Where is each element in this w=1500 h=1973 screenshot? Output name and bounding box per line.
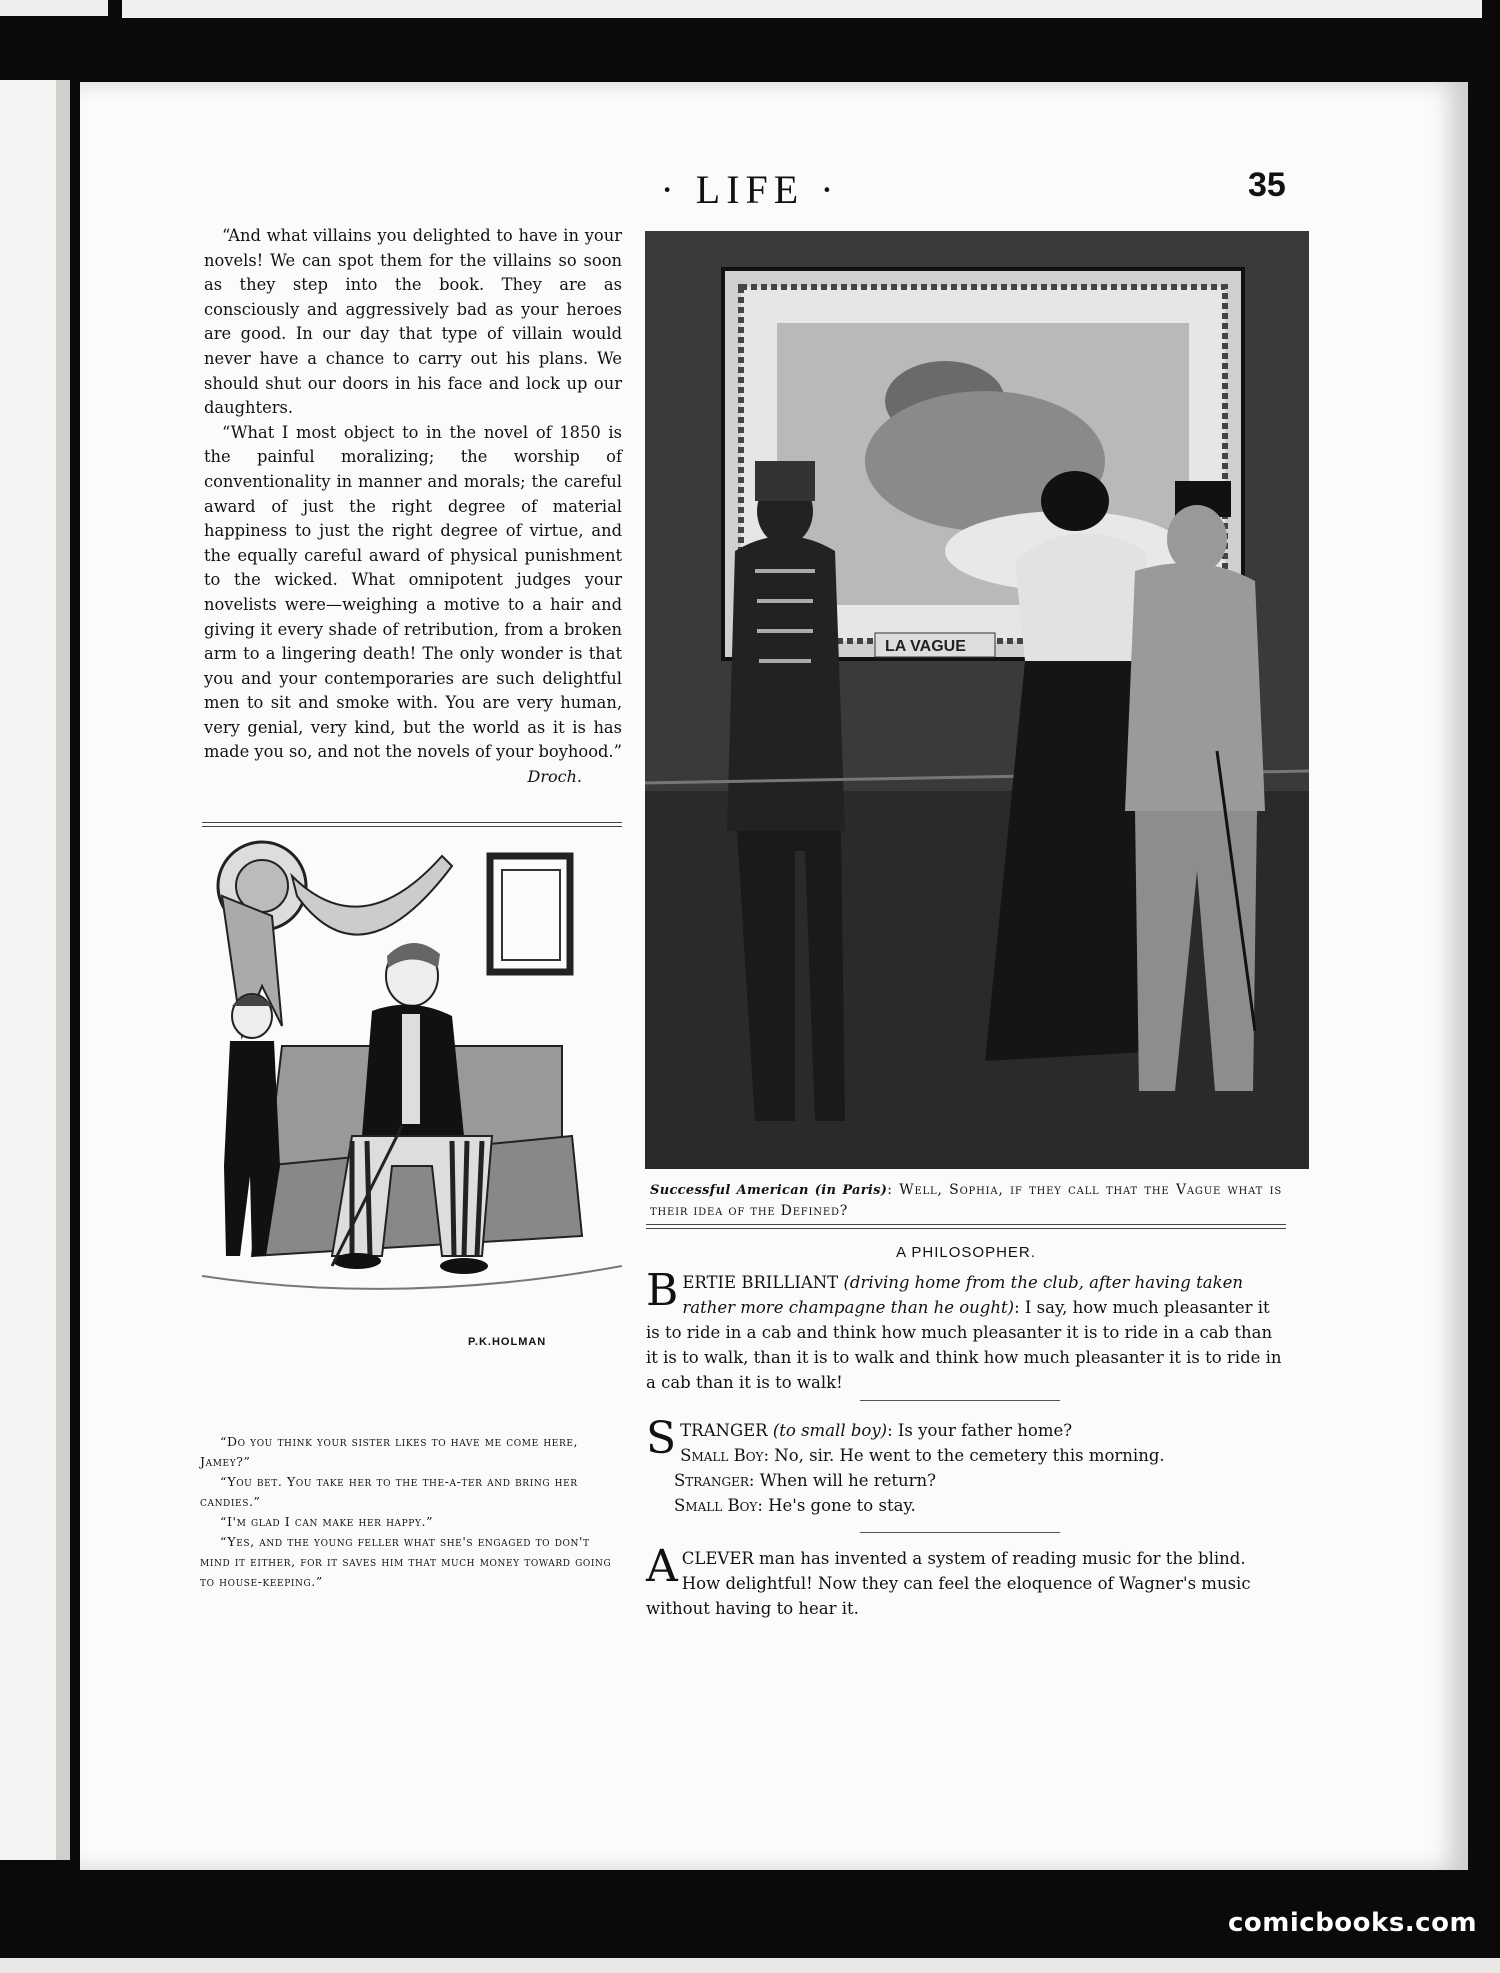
speaker-name: Small Boy xyxy=(680,1446,764,1465)
speaker-name: ERTIE BRILLIANT xyxy=(682,1273,839,1292)
speaker-name: TRANGER xyxy=(680,1421,768,1440)
caption-line: “I'm glad I can make her happy.” xyxy=(220,1514,434,1529)
cartoon-caption xyxy=(200,1432,620,1592)
top-strip xyxy=(0,0,1500,30)
short-divider xyxy=(860,1400,1060,1401)
dialogue-line: : Is your father home? xyxy=(887,1421,1073,1440)
cartoon-drawing xyxy=(202,836,622,1396)
section-divider xyxy=(202,822,622,827)
next-sheet-edge xyxy=(0,0,108,16)
item-text: man has invented a system of reading music for the blind. How delightful! Now they can feel the eloquence of Wagner's music without having to hear it. xyxy=(646,1549,1251,1618)
gallery-illustration xyxy=(645,231,1309,1169)
artist-signature: P.K.HOLMAN xyxy=(468,1336,547,1348)
section-heading: A PHILOSOPHER. xyxy=(896,1244,1036,1261)
speaker-name: Small Boy xyxy=(674,1496,758,1515)
caption-text: : Well, Sophia, if they call that the Vague what is their idea of the Defined? xyxy=(650,1182,1282,1219)
cartoon-illustration xyxy=(202,836,622,1396)
caption-line: “Do you think your sister likes to have me come here, Jamey?” xyxy=(200,1434,579,1469)
article-paragraph: “What I most object to in the novel of 1850 is the painful moralizing; the worship of conventionality in manner and morals; the careful award of just the right degree of material happiness to just the right degree of virtue, and the equally careful award of physical punishment to the wicked. What omnipotent judges your novelists were—weighing a motive to a hair and giving it every shade of retribution, from a broken arm to a lingering death! The only wonder is that you and your contemporaries are such delightful men to sit and smoke with. You are very human, very genial, very kind, but the world as it is has made you so, and not the novels of your boyhood.” xyxy=(204,422,622,762)
caption-speaker: Successful American (in Paris) xyxy=(650,1183,888,1198)
drop-cap: B xyxy=(646,1265,679,1316)
stage-direction: (to small boy) xyxy=(772,1421,888,1440)
caption-line: “You bet. You take her to the the-a-ter and bring her candies.” xyxy=(200,1474,578,1509)
philosopher-item xyxy=(646,1265,1286,1395)
masthead: · LIFE · xyxy=(660,167,840,212)
bottom-sheet-edge xyxy=(0,1958,1500,1973)
next-sheet-edge xyxy=(122,0,1482,18)
dialogue-line: : When will he return? xyxy=(748,1471,937,1490)
site-watermark: comicbooks.com xyxy=(1228,1908,1478,1938)
caption-line: “Yes, and the young feller what she's engaged to don't mind it either, for it saves him that much money toward going to house-keeping.” xyxy=(200,1534,612,1589)
section-divider xyxy=(646,1224,1286,1229)
article-column xyxy=(204,224,622,790)
drop-cap: S xyxy=(646,1413,677,1464)
previous-page-edge xyxy=(0,80,64,1860)
stage-direction: (driving home from the club, after having taken rather more champagne than he ought) xyxy=(682,1273,1243,1317)
painting-sign: LA VAGUE xyxy=(885,638,966,655)
short-divider xyxy=(860,1532,1060,1533)
gallery-scene xyxy=(645,231,1309,1169)
speaker-name: Stranger xyxy=(674,1471,749,1490)
item-text: : I say, how much pleasanter it is to ride in a cab and think how much pleasanter it is to ride in a cab than it is to walk, than it is to walk and think how much pleasanter it is to ride in a cab than it is to walk! xyxy=(646,1298,1282,1392)
lead-word: CLEVER xyxy=(681,1549,754,1568)
article-signature: Droch. xyxy=(527,767,582,787)
painting-caption xyxy=(650,1180,1282,1222)
dialogue-line: : He's gone to stay. xyxy=(757,1496,916,1515)
page-gutter xyxy=(56,80,70,1860)
dialogue-line: : No, sir. He went to the cemetery this morning. xyxy=(763,1446,1165,1465)
stranger-item xyxy=(646,1413,1286,1518)
clever-item xyxy=(646,1541,1286,1621)
article-paragraph: “And what villains you delighted to have in your novels! We can spot them for the villains so soon as they step into the book. They are as consciously and aggressively bad as your heroes are good. In our day that type of villain would never have a chance to carry out his plans. We should shut our doors in his face and lock up our daughters. xyxy=(204,226,622,418)
drop-cap: A xyxy=(646,1541,678,1592)
page-number: 35 xyxy=(1248,166,1286,204)
